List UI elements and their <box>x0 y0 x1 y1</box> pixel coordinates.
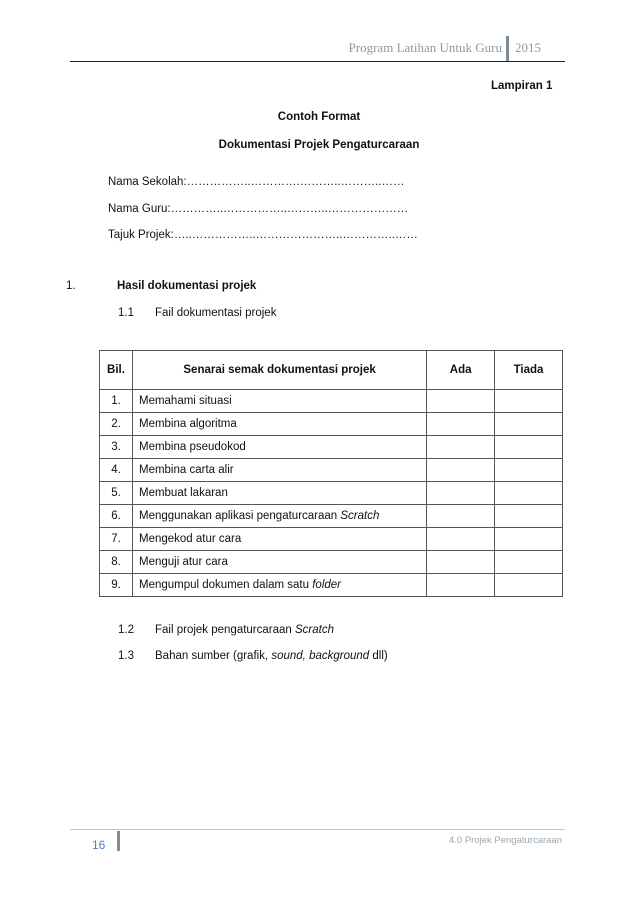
row-item <box>132 459 426 482</box>
table-row <box>100 413 563 436</box>
ada-cell <box>427 390 495 413</box>
table-row <box>100 482 563 505</box>
checklist-table <box>99 350 563 597</box>
row-item <box>132 436 426 459</box>
table-row <box>100 390 563 413</box>
subsection-text <box>155 650 388 662</box>
nama-sekolah-line: Nama Sekolah:……………..………….………..………..…… <box>108 176 405 188</box>
table-header-row <box>100 351 563 390</box>
tiada-cell <box>495 551 563 574</box>
document-title: Contoh Format <box>277 111 361 123</box>
header-senarai: Senarai semak dokumentasi projek <box>132 351 426 390</box>
row-item-text: Membina carta alir <box>138 464 234 476</box>
subsection-text-italic: Scratch <box>295 624 334 636</box>
table-row <box>100 459 563 482</box>
row-item-text: Membina pseudokod <box>138 441 246 453</box>
row-number: 6. <box>100 505 133 528</box>
row-item <box>132 413 426 436</box>
header-tiada: Tiada <box>495 351 563 390</box>
ada-cell <box>427 482 495 505</box>
row-number: 7. <box>100 528 133 551</box>
row-item <box>132 390 426 413</box>
row-item <box>132 551 426 574</box>
table-row <box>100 436 563 459</box>
page-number: 16 <box>92 838 106 852</box>
row-item <box>132 574 426 597</box>
header-ada: Ada <box>427 351 495 390</box>
row-number: 5. <box>100 482 133 505</box>
header-divider <box>506 36 509 62</box>
row-number: 1. <box>100 390 133 413</box>
ada-cell <box>427 413 495 436</box>
nama-guru-line: Nama Guru:…………..……………..………..………………… <box>108 203 409 215</box>
subsection-text-plain: Fail projek pengaturcaraan <box>155 624 295 636</box>
subsection-number: 1.2 <box>118 624 134 636</box>
ada-cell <box>427 551 495 574</box>
subsection-text-a: Bahan sumber (grafik, <box>155 650 272 662</box>
row-item-text: Memahami situasi <box>138 395 232 407</box>
row-number: 3. <box>100 436 133 459</box>
table-row <box>100 551 563 574</box>
section-title: Hasil dokumentasi projek <box>117 280 257 292</box>
tiada-cell <box>495 413 563 436</box>
ada-cell <box>427 436 495 459</box>
row-item <box>132 482 426 505</box>
lampiran-label: Lampiran 1 <box>491 80 553 92</box>
tiada-cell <box>495 528 563 551</box>
header-title: Program Latihan Untuk Guru <box>348 40 502 55</box>
tiada-cell <box>495 459 563 482</box>
subsection-text: Fail dokumentasi projek <box>155 307 277 319</box>
section-number: 1. <box>66 280 76 292</box>
row-number: 4. <box>100 459 133 482</box>
tiada-cell <box>495 436 563 459</box>
subsection-text-italic: sound, background <box>271 650 370 662</box>
row-item-text: Menggunakan aplikasi pengaturcaraan <box>138 510 341 522</box>
row-item-text: Membuat lakaran <box>138 487 228 499</box>
tajuk-projek-line: Tajuk Projek:…..……………..…………………..…………..…… <box>108 229 418 241</box>
tiada-cell <box>495 505 563 528</box>
row-item-text: Mengekod atur cara <box>138 533 242 545</box>
tiada-cell <box>495 574 563 597</box>
tiada-cell <box>495 482 563 505</box>
row-item <box>132 505 426 528</box>
subsection-text <box>155 624 334 636</box>
header-bil: Bil. <box>100 351 133 390</box>
row-item-italic: Scratch <box>340 510 380 522</box>
ada-cell <box>427 528 495 551</box>
document-subtitle: Dokumentasi Projek Pengaturcaraan <box>218 139 420 151</box>
row-number: 9. <box>100 574 133 597</box>
footer-rule <box>70 829 565 830</box>
subsection-number: 1.3 <box>118 650 134 662</box>
footer-title: 4.0 Projek Pengaturcaraan <box>448 835 562 846</box>
row-item-text: Menguji atur cara <box>138 556 228 568</box>
row-item-text: Mengumpul dokumen dalam satu <box>138 579 313 591</box>
row-item-italic: folder <box>312 579 342 591</box>
row-item <box>132 528 426 551</box>
subsection-number: 1.1 <box>118 307 134 319</box>
row-number: 8. <box>100 551 133 574</box>
ada-cell <box>427 574 495 597</box>
table-row <box>100 574 563 597</box>
row-number: 2. <box>100 413 133 436</box>
header-year: 2015 <box>515 40 541 55</box>
subsection-text-c: dll) <box>369 650 388 662</box>
ada-cell <box>427 459 495 482</box>
tiada-cell <box>495 390 563 413</box>
table-row <box>100 528 563 551</box>
table-row <box>100 505 563 528</box>
ada-cell <box>427 505 495 528</box>
header-rule <box>70 61 565 62</box>
footer-divider <box>117 831 120 851</box>
row-item-text: Membina algoritma <box>138 418 237 430</box>
